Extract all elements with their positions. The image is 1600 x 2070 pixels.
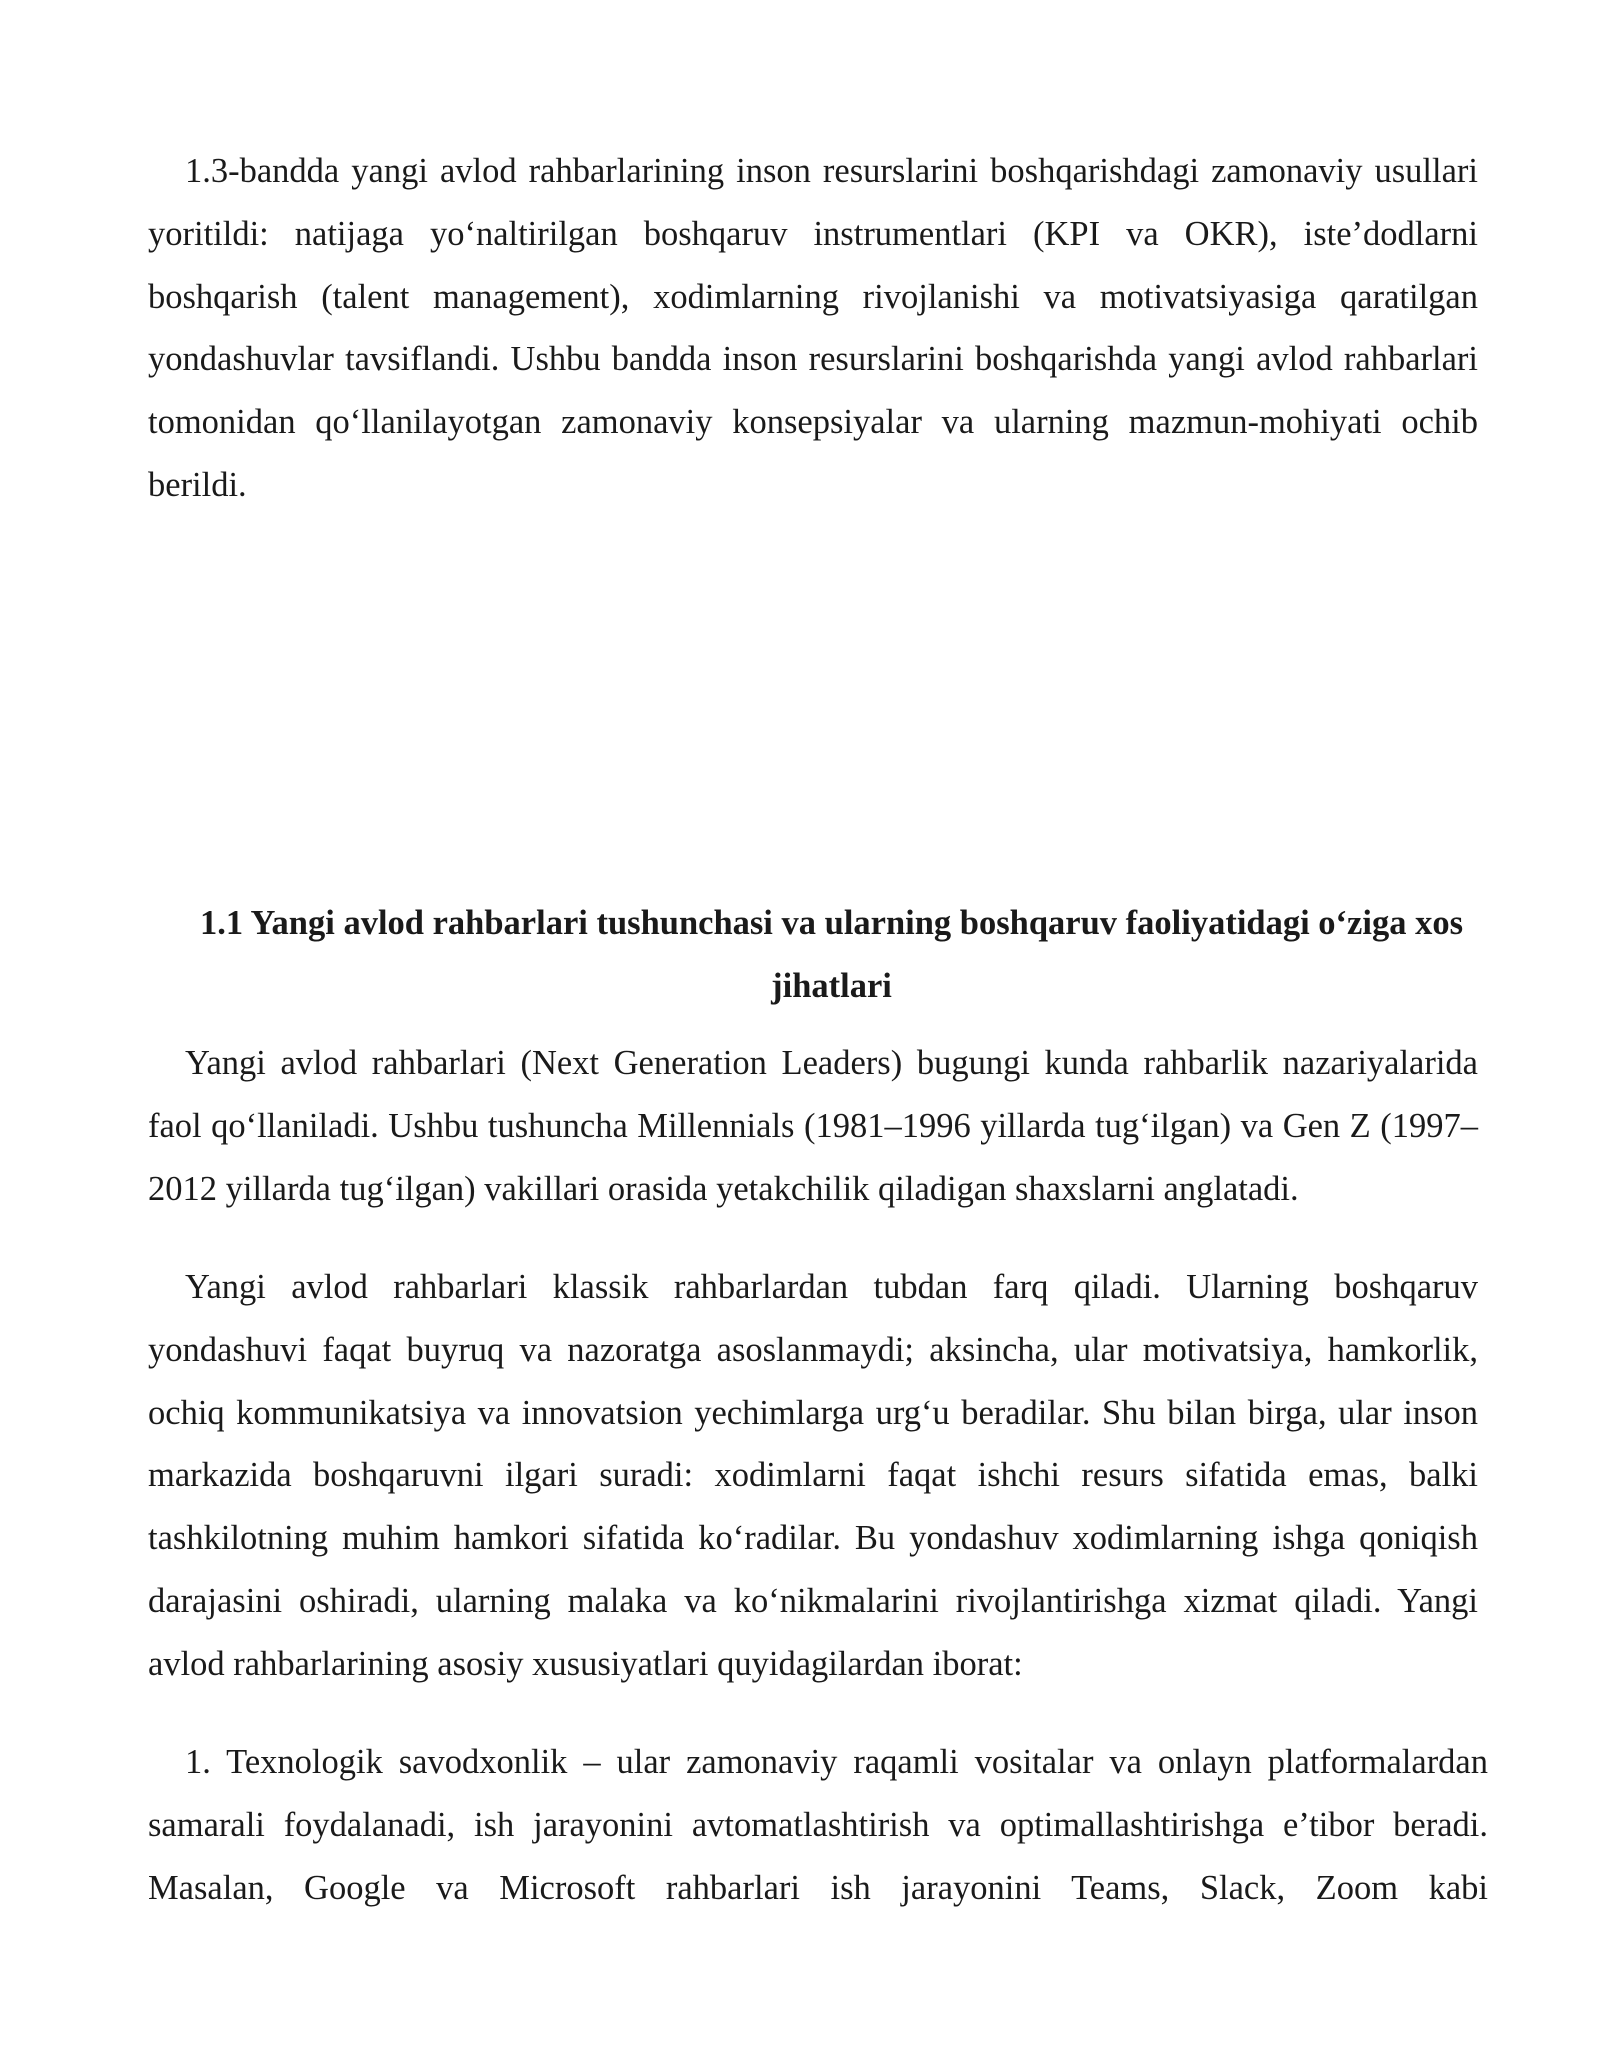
list-item-1: 1. Texnologik savodxonlik – ular zamonaviy raqamli vositalar va onlayn platformalardan samarali foydalanadi, ish jarayonini avtomatlashtirish va optimallashtirishga e’tibor beradi. Masalan, Google va Microsoft rahbarlari ish jarayonini Teams, Slack, Zoom kabi bbox=[148, 1743, 1488, 1907]
intro-paragraph: 1.3-bandda yangi avlod rahbarlarining inson resurslarini boshqarishdagi zamonaviy usullari yoritildi: natijaga yo‘naltirilgan boshqaruv instrumentlari (KPI va OKR), iste’dodlarni boshqarish (talent management), xodimlarning rivojlanishi va motivatsiyasiga qaratilgan yondashuvlar tavsiflandi. Ushbu bandda inson resurslarini boshqarishda yangi avlod rahbarlari tomonidan qo‘llanilayotgan zamonaviy konsepsiyalar va ularning mazmun-mohiyati ochib berildi. bbox=[148, 152, 1478, 504]
definition-paragraph: Yangi avlod rahbarlari (Next Generation Leaders) bugungi kunda rahbarlik nazariyalarida faol qo‘llaniladi. Ushbu tushuncha Millennials (1981–1996 yillarda tug‘ilgan) va Gen Z (1997–2012 yillarda tug‘ilgan) vakillari orasida yetakchilik qiladigan shaxslarni anglatadi. bbox=[148, 1044, 1478, 1208]
section-heading: 1.1 Yangi avlod rahbarlari tushunchasi va ularning boshqaruv faoliyatidagi o‘ziga xos jihatlari bbox=[200, 904, 1463, 1005]
difference-paragraph: Yangi avlod rahbarlari klassik rahbarlardan tubdan farq qiladi. Ularning boshqaruv yondashuvi faqat buyruq va nazoratga asoslanmaydi; aksincha, ular motivatsiya, hamkorlik, ochiq kommunikatsiya va innovatsion yechimlarga urg‘u beradilar. Shu bilan birga, ular inson markazida boshqaruvni ilgari suradi: xodimlarni faqat ishchi resurs sifatida emas, balki tashkilotning muhim hamkori sifatida ko‘radilar. Bu yondashuv xodimlarning ishga qoniqish darajasini oshiradi, ularning malaka va ko‘nikmalarini rivojlantirishga xizmat qiladi. Yangi avlod rahbarlarining asosiy xususiyatlari quyidagilardan iborat: bbox=[148, 1268, 1478, 1683]
